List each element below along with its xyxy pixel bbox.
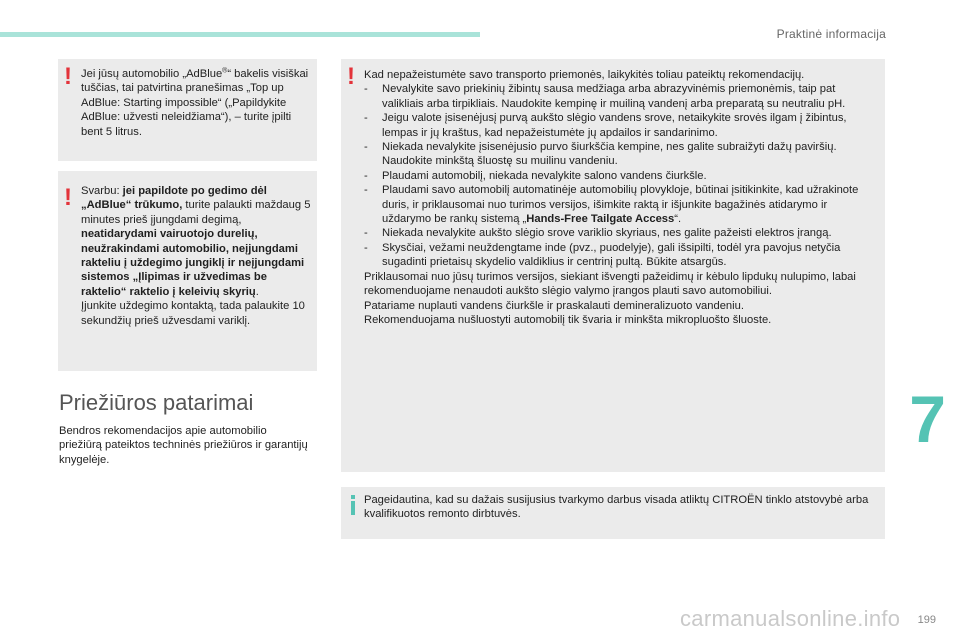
exclamation-icon: ! [64,63,72,90]
dash: - [364,227,368,240]
text-part: . [255,285,259,298]
info-icon [348,495,358,515]
list-item [364,183,879,226]
info-box-paint [341,487,885,539]
bold-text: neatidarydami vairuotojo durelių, neužrakindami automobilio, neįjungdami rakteliu į uždegimo jungiklį ir neįjungdami sistemos „Įlipimas ir užvedimas be raktelio“ raktelio į keleivių skyrių [81,228,305,298]
list-item [364,140,879,169]
list-item-text: Plaudami savo automobilį automatinėje automobilių plovykloje, būtinai įsitikinkite, kad užrakinote duris, ir priklausomai nuo turimos versijos, išimkite raktą ir išjunkite bagažinės atidarymo ir uždarymo be rankų sistemą „ [382,184,859,226]
dash: - [364,169,368,182]
list-item [364,111,879,140]
page-number: 199 [917,614,936,626]
text-part: turite palaukti maždaug 5 minutes prieš įjungdami degimą, [81,199,311,226]
warning-paragraph: Rekomenduojama nušluostyti automobilį tik švaria ir minkšta mikropluošto šluoste. [364,313,772,326]
list-item [364,241,879,270]
warning-box-cleaning [341,59,885,472]
list-item-text: Jeigu valote įsisenėjusį purvą aukšto slėgio vandens srove, netaikykite srovės ilgam į žibintus, lempas ir jų kraštus, kad nepažeistumėte jų apdailos ir sandarinimo. [382,112,847,139]
warning-text-part: Jei jūsų automobilio „AdBlue [81,68,223,80]
list-item [364,169,879,183]
list-item-text: Niekada nevalykite įsisenėjusio purvo šiurkščia kempine, nes galite subraižyti dažų paviršių. Naudokite minkštą šluostę su muilinu vandeniu. [382,141,837,168]
exclamation-icon: ! [64,184,72,211]
bold-text: jei papildote po gedimo dėl „AdBlue“ trūkumo, [81,185,267,212]
list-item-text: Niekada nevalykite aukšto slėgio srove variklio skyriaus, nes galite pažeisti elektros įrangą. [382,227,832,240]
dash: - [364,141,368,154]
section-header: Praktinė informacija [776,27,886,41]
exclamation-icon: ! [347,63,355,90]
warning-paragraph: Patariame nuplauti vandens čiurkšle ir praskalauti demineralizuoto vandeniu. [364,299,744,312]
chapter-number: 7 [909,382,946,456]
warning-intro: Kad nepažeistumėte savo transporto priemonės, laikykitės toliau pateiktų rekomendacijų. [364,69,805,81]
watermark: carmanualsonline.info [680,606,901,631]
list-item-text: Plaudami automobilį, niekada nevalykite salono vandens čiurkšle. [382,169,707,182]
warning-text [81,184,312,328]
warning-paragraph: Įjunkite uždegimo kontaktą, tada palaukite 10 sekundžių prieš užvesdami variklį. [81,300,305,327]
warning-text [81,67,311,139]
cleaning-list [364,82,879,269]
section-title: Priežiūros patarimai [59,390,254,415]
list-item-text: “. [674,213,682,226]
dash: - [364,184,368,197]
header-accent-bar [0,32,480,37]
text-part: Svarbu: [81,185,123,197]
registered-mark: ® [222,67,228,75]
dash: - [364,112,368,125]
list-item [364,82,879,111]
dash: - [364,83,368,96]
info-text: Pageidautina, kad su dažais susijusius tvarkymo darbus visada atliktų CITROËN tinklo atstovybė arba kvalifikuotos remonto dirbtuvės. [364,494,869,521]
section-text: Bendros rekomendacijos apie automobilio priežiūrą pateiktos techninės priežiūros ir garantijų knygelėje. [59,425,308,466]
bold-text: Hands-Free Tailgate Access [526,213,675,226]
list-item-text: Nevalykite savo priekinių žibintų sausa medžiaga arba abrazyvinėmis priemonėmis, taip pat valikliais arba tirpikliais. Naudokite kempinę ir muiliną vandenį arba preparatą su neutraliu pH. [382,83,846,110]
warning-paragraph: Priklausomai nuo jūsų turimos versijos, siekiant išvengti pažeidimų ir kėbulo lipdukų nulupimo, labai rekomenduojame nenaudoti aukšto slėgio valymo įrangos plauti savo automobiliui. [364,270,856,298]
warning-body [364,68,879,327]
warning-paragraph [81,184,312,299]
warning-box-adblue-empty [58,59,317,161]
list-item [364,226,879,240]
warning-text-part: “ bakelis visiškai tuščias, tai patvirtina pranešimas „Top up AdBlue: Starting impossible“ („Papildykite AdBlue: užvesti neleidžiama“), – turite įpilti bent 5 litrus. [81,68,309,138]
warning-box-refill [58,171,317,371]
dash: - [364,241,368,254]
list-item-text: Skysčiai, vežami neuždengtame inde (pvz., puodelyje), gali išsipilti, todėl yra pavojus netyčia sugadinti prietaisų skydelio valdiklius ir centrinį pultą. Būkite atsargūs. [382,241,841,269]
